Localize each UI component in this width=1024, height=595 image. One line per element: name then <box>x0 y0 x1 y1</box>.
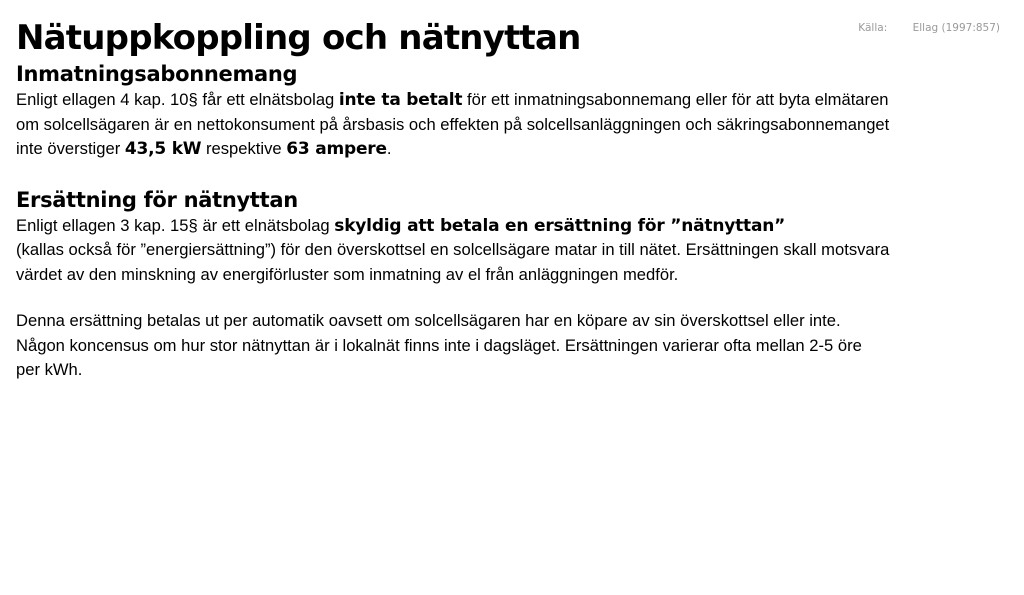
section2-line-4: Denna ersättning betalas ut per automatik oavsett om solcellsägaren har en köpare av sin överskottsel eller inte. <box>16 311 841 330</box>
spacer <box>16 162 1008 186</box>
section2-line-6: per kWh. <box>16 360 83 379</box>
bold-text-inte-ta-betalt: inte ta betalt <box>338 90 463 110</box>
text-run: . <box>386 139 392 158</box>
source-note <box>858 22 1000 34</box>
bold-text-ampere-limit: 63 ampere <box>286 139 387 159</box>
text-run: Enligt ellagen 3 kap. 15§ är ett elnätsbolag <box>16 215 335 235</box>
slide-title: Nätuppkoppling och nätnyttan <box>16 18 581 58</box>
section1-line-2: om solcellsägaren är en nettokonsument på årsbasis och effekten på solcellsanläggningen och säkringsabonnemanget <box>16 114 890 134</box>
section2-line-1 <box>16 214 1008 239</box>
source-label: Källa: <box>858 22 888 34</box>
bold-text-skyldig-att-betala: skyldig att betala en ersättning för ”nätnyttan” <box>334 215 786 236</box>
slide-content <box>16 60 1008 383</box>
source-value: Ellag (1997:857) <box>912 22 1000 34</box>
section-heading-ersattning: Ersättning för nätnyttan <box>16 187 298 212</box>
section2-line-2: (kallas också för ”energiersättning”) för den överskottsel en solcellsägare matar in till nätet. Ersättningen skall motsvara <box>16 240 890 259</box>
section-heading-inmatningsabonnemang: Inmatningsabonnemang <box>16 62 298 86</box>
text-run: inte överstiger <box>16 139 125 158</box>
section1-line-3 <box>16 137 1008 162</box>
spacer <box>16 287 1008 309</box>
text-run: respektive <box>201 139 287 158</box>
bold-text-power-limit: 43,5 kW <box>124 139 202 159</box>
section1-line-1 <box>16 88 1008 113</box>
text-run: för ett inmatningsabonnemang eller för att byta elmätaren <box>462 90 889 109</box>
section2-line-3: värdet av den minskning av energiförluster som inmatning av el från anläggningen medför. <box>16 264 679 284</box>
section2-line-5: Någon koncensus om hur stor nätnyttan är i lokalnät finns inte i dagsläget. Ersättningen varierar ofta mellan 2-5 öre <box>16 335 862 355</box>
text-run: Enligt ellagen 4 kap. 10§ får ett elnätsbolag <box>16 90 339 109</box>
